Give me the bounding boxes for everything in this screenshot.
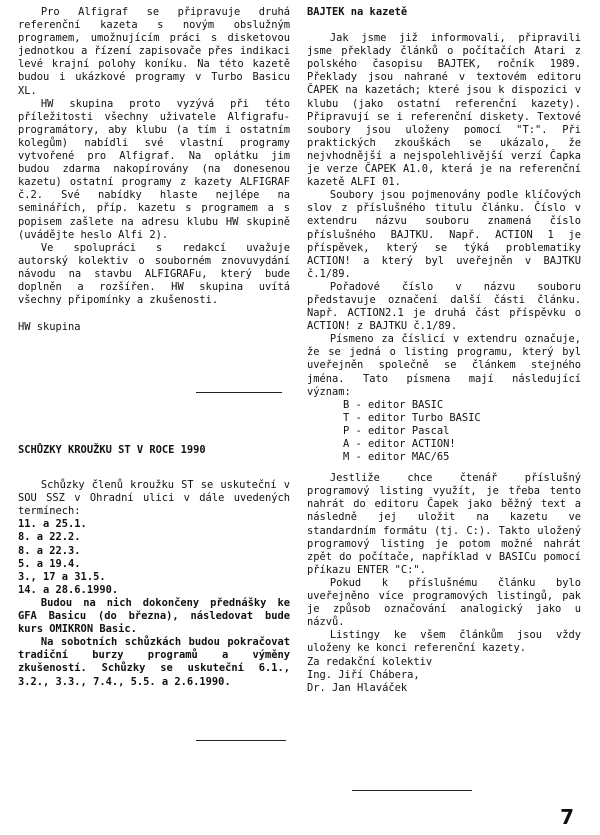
meeting-date: 8. a 22.2.	[18, 531, 81, 544]
bajtek-paragraph-1: Jak jsme již informovali, připravili jsme překlady článků o počítačích Atari z polského časopisu BAJTEK, ročník 1989. Překlady jsou nahrané v textovém editoru ČAPEK na kazetách; které jsou k dispozici v klubu (jako ostatní referenční kazety). Připravují se i referenční diskety. Textové soubory jsou uloženy pomocí "T:". Při praktických zkouškách se ukázalo, že nejvhodnější a nejspolehlivější verzí Čapka je verze ČAPEK A1.0, která je na referenční kazetě ALFI 01.	[307, 32, 581, 189]
bajtek-suffix-legend	[343, 399, 581, 464]
meeting-paragraph-2: Budou na nich dokončeny přednášky ke GFA Basicu (do března), následovat bude kurs OMIKRON Basic.	[18, 596, 290, 636]
bajtek-article	[307, 6, 581, 695]
bajtek-paragraph-5: Jestliže chce čtenář příslušný programový listing využít, je třeba tento nahrát do editoru Čapek jako běžný text a následně jej uložit na kazetu ve standardním formátu (tj. C:). Takto uložený programový listing je potom možné nahrát zpět do počítače, například v BASICu pomocí příkazu ENTER "C:".	[307, 472, 581, 576]
legend-item: M - editor MAC/65	[343, 451, 450, 464]
bajtek-heading: BAJTEK na kazetě	[307, 6, 408, 18]
meeting-date: 14. a 28.6.1990.	[18, 583, 119, 596]
legend-item: T - editor Turbo BASIC	[343, 411, 481, 424]
bajtek-signer-1: Ing. Jiří Chábera,	[307, 668, 420, 681]
bajtek-signer-2: Dr. Jan Hlaváček	[307, 681, 408, 694]
bajtek-closing: Za redakční kolektiv	[307, 655, 433, 668]
meeting-date-list	[18, 518, 290, 597]
meeting-intro: Schůzky členů kroužku ST se uskuteční v SOU SSZ v Ohradní ulici v dále uvedených termínech:	[18, 479, 290, 518]
meeting-article	[18, 444, 290, 689]
divider-rule	[196, 392, 282, 393]
divider-rule	[352, 790, 472, 791]
bajtek-paragraph-4: Písmeno za číslicí v extendru označuje, že se jedná o listing programu, který byl uveřejněn společně se článkem stejného jména. Tato písmena mají následující význam:	[307, 333, 581, 398]
legend-item: B - editor BASIC	[343, 398, 444, 411]
meeting-date: 3., 17 a 31.5.	[18, 570, 106, 583]
alfigraf-paragraph-2: HW skupina proto vyzývá při této příležitosti všechny uživatele Alfigrafu-programátory, aby klubu (a tím i ostatním kolegům) nabídli své vlastní programy vytvořené pro Alfigraf. Na oplátku jim budou zdarma nakopírovány (na donesenou kazetu) ostatní programy z kazety ALFIGRAF č.2. Své nabídky hlaste nejlépe na seminářích, příp. kazetu s programem a s popisem zašlete na adresu klubu HW skupině (uvádějte heslo Alfi 2).	[18, 97, 290, 241]
alfigraf-paragraph-3: Ve spolupráci s redakcí uvažuje autorský kolektiv o souborném znovuvydání návodu na stavbu ALFIGRAFu, který bude doplněn a rozšířen. HW skupina uvítá všechny připomínky a zkušenosti.	[18, 241, 290, 307]
legend-item: P - editor Pascal	[343, 424, 450, 437]
alfigraf-signature: HW skupina	[18, 321, 81, 334]
meeting-heading: SCHŮZKY KROUŽKU ST V ROCE 1990	[18, 444, 206, 456]
meeting-date: 11. a 25.1.	[18, 518, 87, 531]
bajtek-paragraph-6: Pokud k příslušnému článku bylo uveřejněno více programových listingů, pak je způsob označování analogický jako u názvů.	[307, 576, 581, 629]
bajtek-paragraph-7: Listingy ke všem článkům jsou vždy uloženy ke konci referenční kazety.	[307, 629, 581, 655]
meeting-date: 8. a 22.3.	[18, 544, 81, 557]
meeting-date: 5. a 19.4.	[18, 557, 81, 570]
bajtek-paragraph-3: Pořadové číslo v názvu souboru představuje označení další části článku. Např. ACTION2.1 je druhá část příspěvku o ACTION! z BAJTKU č.1/89.	[307, 280, 581, 333]
alfigraf-article	[18, 6, 290, 334]
meeting-paragraph-3: Na sobotních schůzkách budou pokračovat tradiční burzy programů a výměny zkušeností. Schůzky se uskuteční 6.1., 3.2., 3.3., 7.4., 5.5. a 2.6.1990.	[18, 636, 290, 688]
alfigraf-paragraph-1: Pro Alfigraf se připravuje druhá referenční kazeta s novým obslužným programem, umožnujícím práci s disketovou jednotkou a řízení zapisovače přes indikaci levé krajní polohy koníku. Na této kazetě budou i ukázkové programy v Turbo Basicu XL.	[18, 6, 290, 97]
legend-item: A - editor ACTION!	[343, 438, 456, 450]
page-number: 7	[560, 805, 574, 829]
divider-rule	[196, 740, 286, 741]
bajtek-paragraph-2: Soubory jsou pojmenovány podle klíčových slov z příslušného titulu článku. Číslo v extendru názvu souboru znamená číslo příslušného BAJTKU. Např. ACTION 1 je příspěvek, který se týká problematiky ACTION! a který byl uveřejněn v BAJTKU č.1/89.	[307, 189, 581, 280]
